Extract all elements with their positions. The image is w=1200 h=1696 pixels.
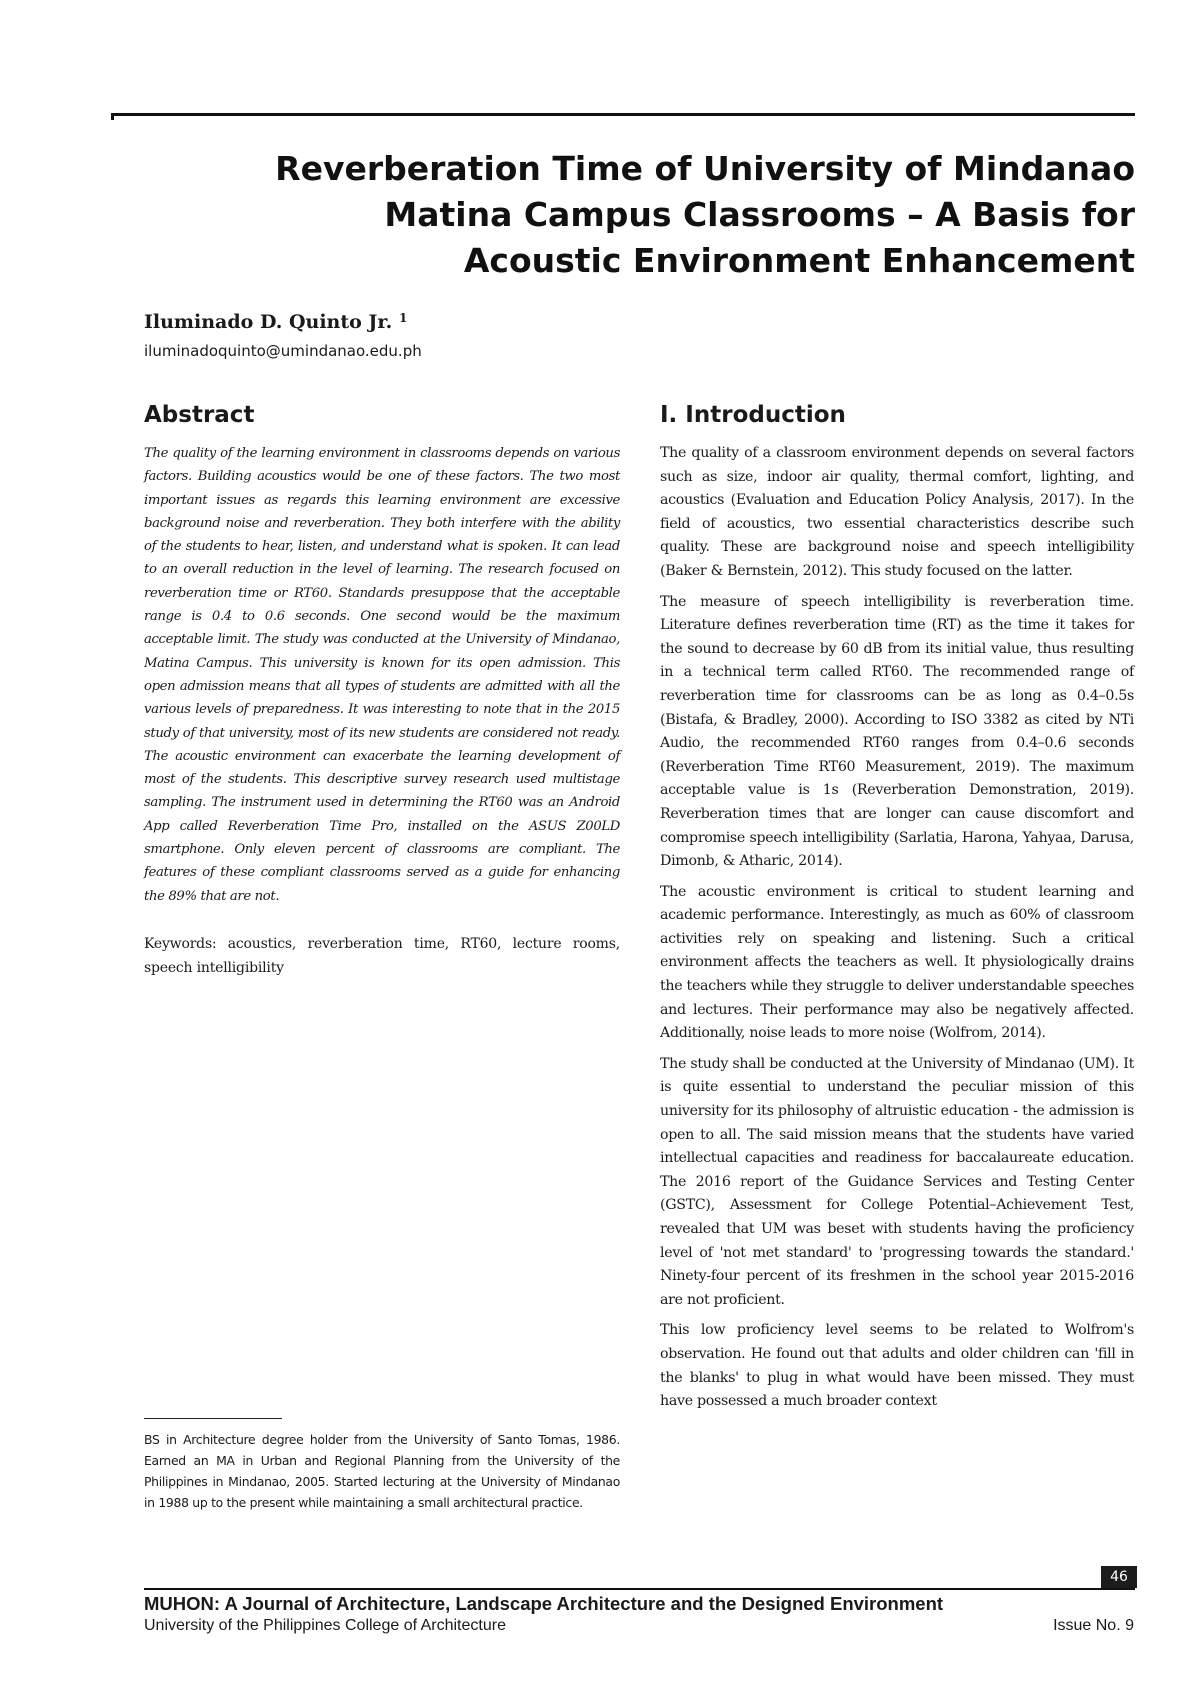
page-number: 46 <box>1101 1566 1137 1588</box>
author-name-text: Iluminado D. Quinto Jr. <box>144 311 393 333</box>
introduction-heading: I. Introduction <box>660 402 846 428</box>
author-name <box>144 311 407 333</box>
title-line: Acoustic Environment Enhancement <box>463 241 1135 280</box>
footnote-rule <box>144 1418 282 1419</box>
issue-number: Issue No. 9 <box>1053 1617 1134 1634</box>
intro-paragraph: The acoustic environment is critical to student learning and academic performance. Interestingly, as much as 60% of classroom activities rely on speaking and listening. Such a critical environment affects the teachers as well. It physiologically drains the teachers while they struggle to deliver understandable speeches and lectures. Their performance may also be negatively affected. Additionally, noise leads to more noise (Wolfrom, 2014). <box>660 883 1134 1042</box>
right-column <box>660 400 1134 1421</box>
author-footnote-mark: 1 <box>398 311 408 325</box>
author-email: iluminadoquinto@umindanao.edu.ph <box>144 342 422 360</box>
paper-title <box>150 146 1135 284</box>
intro-paragraph: The study shall be conducted at the University of Mindanao (UM). It is quite essential to understand the peculiar mission of this university for its philosophy of altruistic education - the admission is open to all. The said mission means that the students have varied intellectual capacities and readiness for baccalaureate education. The 2016 report of the Guidance Services and Testing Center (GSTC), Assessment for College Potential–Achievement Test, revealed that UM was beset with students having the proficiency level of 'not met standard' to 'progressing towards the standard.' Ninety-four percent of its freshmen in the school year 2015-2016 are not proficient. <box>660 1055 1134 1308</box>
title-line: Matina Campus Classrooms – A Basis for <box>384 195 1135 234</box>
publisher: University of the Philippines College of Architecture <box>144 1617 506 1634</box>
top-rule-tick <box>111 116 114 120</box>
abstract-heading: Abstract <box>144 402 255 428</box>
abstract-body: The quality of the learning environment in classrooms depends on various factors. Building acoustics would be one of these factors. The two most important issues as regards this learning environment are excessive background noise and reverberation. They both interfere with the ability of the students to hear, listen, and understand what is spoken. It can lead to an overall reduction in the level of learning. The research focused on reverberation time or RT60. Standards presuppose that the acceptable range is 0.4 to 0.6 seconds. One second would be the maximum acceptable limit. The study was conducted at the University of Mindanao, Matina Campus. This university is known for its open admission. This open admission means that all types of students are admitted with all the various levels of preparedness. It was interesting to note that in the 2015 study of that university, most of its new students are considered not ready. The acoustic environment can exacerbate the learning development of most of the students. This descriptive survey research used multistage sampling. The instrument used in determining the RT60 was an Android App called Reverberation Time Pro, installed on the ASUS Z00LD smartphone. Only eleven percent of classrooms are compliant. The features of these compliant classrooms served as a guide for enhancing the 89% that are not. <box>144 446 620 904</box>
journal-name: MUHON: A Journal of Architecture, Landscape Architecture and the Designed Environment <box>144 1593 944 1614</box>
intro-paragraph: The measure of speech intelligibility is reverberation time. Literature defines reverberation time (RT) as the time it takes for the sound to decrease by 60 dB from its initial value, thus resulting in a technical term called RT60. The recommended range of reverberation time for classrooms can be as long as 0.4–0.5s (Bistafa, & Bradley, 2000). According to ISO 3382 as cited by NTi Audio, the recommended RT60 ranges from 0.4–0.6 seconds (Reverberation Time RT60 Measurement, 2019). The maximum acceptable value is 1s (Reverberation Demonstration, 2019). Reverberation times that are longer can cause discomfort and compromise speech intelligibility (Sarlatia, Harona, Yahyaa, Darusa, Dimonb, & Atharic, 2014). <box>660 593 1134 870</box>
keywords: Keywords: acoustics, reverberation time, RT60, lecture rooms, speech intelligibility <box>144 935 620 976</box>
left-column <box>144 400 620 980</box>
top-rule <box>111 113 1135 116</box>
intro-paragraph: The quality of a classroom environment depends on several factors such as size, indoor air quality, thermal comfort, lighting, and acoustics (Evaluation and Education Policy Analysis, 2017). In the field of acoustics, two essential characteristics describe such quality. These are background noise and speech intelligibility (Baker & Bernstein, 2012). This study focused on the latter. <box>660 445 1134 579</box>
footer-rule <box>144 1588 1135 1590</box>
title-line: Reverberation Time of University of Mindanao <box>275 149 1135 188</box>
author-footnote: BS in Architecture degree holder from the University of Santo Tomas, 1986. Earned an MA in Urban and Regional Planning from the University of the Philippines in Mindanao, 2005. Started lecturing at the University of Mindanao in 1988 up to the present while maintaining a small architectural practice. <box>144 1432 620 1510</box>
intro-paragraph: This low proficiency level seems to be related to Wolfrom's observation. He found out that adults and older children can 'fill in the blanks' to plug in what would have been missed. They must have possessed a much broader context <box>660 1322 1134 1410</box>
